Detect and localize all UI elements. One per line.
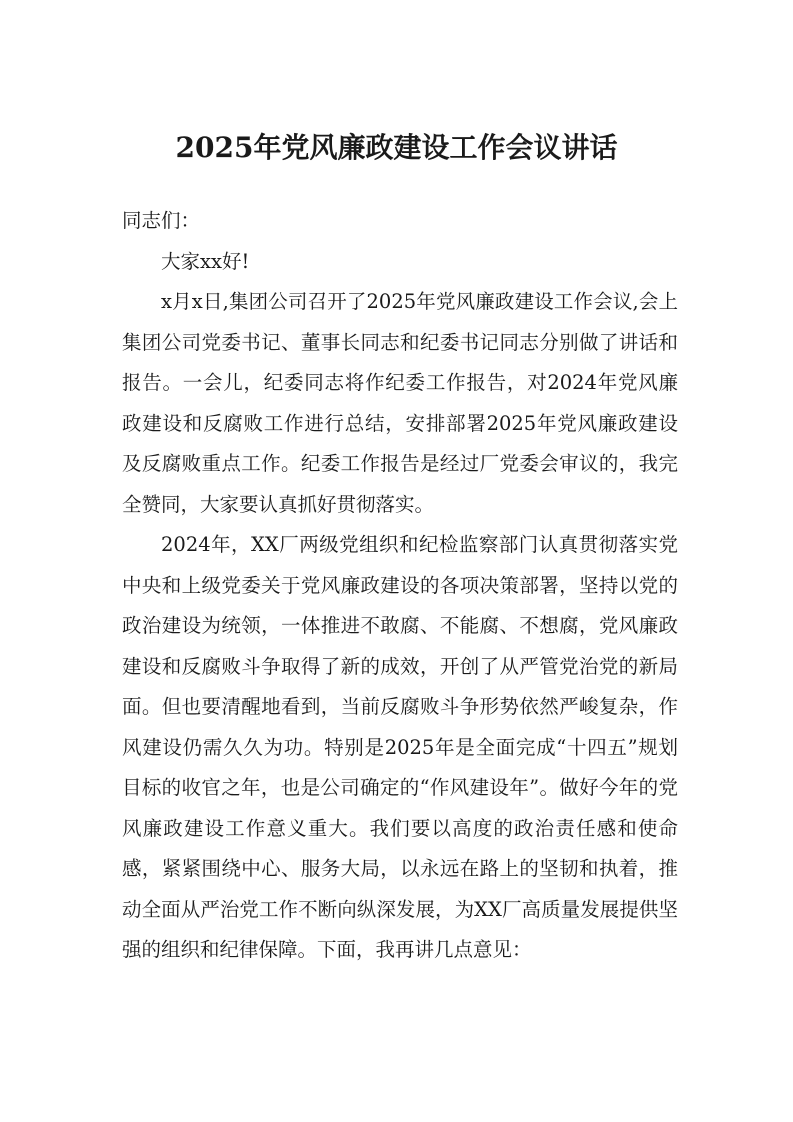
document-title: 2025年党风廉政建设工作会议讲话 <box>175 131 618 164</box>
paragraph-2: 2024年，XX厂两级党组织和纪检监察部门认真贯彻落实党中央和上级党委关于党风廉政建设的各项决策部署，坚持以党的政治建设为统领，一体推进不敢腐、不能腐、不想腐，党风廉政建设和反腐败斗争取得了新的成效，开创了从严管党治党的新局面。但也要清醒地看到，当前反腐败斗争形势依然严峻复杂，作风建设仍需久久为功。特别是2025年是全面完成“十四五”规划目标的收官之年，也是公司确定的“作风建设年”。做好今年的党风廉政建设工作意义重大。我们要以高度的政治责任感和使命感，紧紧围绕中心、服务大局，以永远在路上的坚韧和执着，推动全面从严治党工作不断向纵深发展，为XX厂高质量发展提供坚强的组织和纪律保障。下面，我再讲几点意见： <box>122 533 678 961</box>
greeting: 大家xx好! <box>161 249 250 273</box>
document-body <box>122 201 678 971</box>
salutation: 同志们： <box>122 209 201 232</box>
paragraph-1: x月x日,集团公司召开了2025年党风廉政建设工作会议,会上集团公司党委书记、董事长同志和纪委书记同志分别做了讲话和报告。一会儿，纪委同志将作纪委工作报告，对2024年党风廉政建设和反腐败工作进行总结，安排部署2025年党风廉政建设及反腐败重点工作。纪委工作报告是经过厂党委会审议的，我完全赞同，大家要认真抓好贯彻落实。 <box>122 290 678 516</box>
